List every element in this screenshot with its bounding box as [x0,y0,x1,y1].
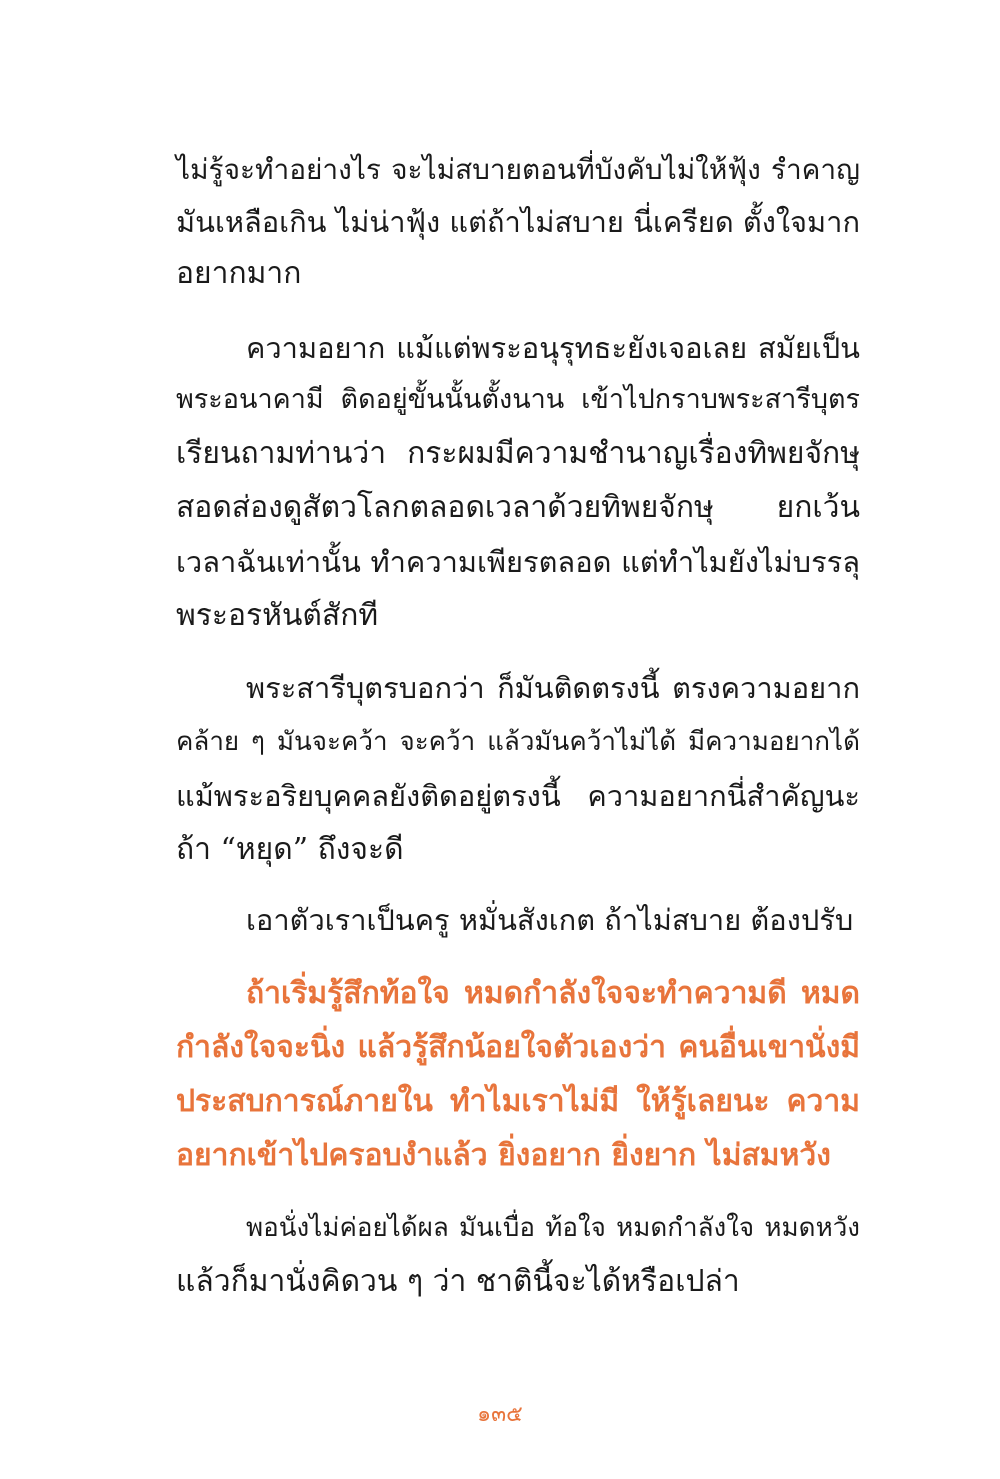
paragraph-6-line-2: แล้วก็มานั่งคิดวน ๆ ว่า ชาตินี้จะได้หรือเปล่า [176,1264,740,1299]
paragraph-2-line-4: สอดส่องดูสัตวโลกตลอดเวลาด้วยทิพยจักษุ ยกเว้น [176,490,860,525]
highlight-paragraph-line-1: ถ้าเริ่มรู้สึกท้อใจ หมดกำลังใจจะทำความดี หมด [246,976,860,1011]
highlight-paragraph-line-3: ประสบการณ์ภายใน ทำไมเราไม่มี ให้รู้เลยนะ ความ [176,1084,860,1119]
paragraph-1-line-1: ไม่รู้จะทำอย่างไร จะไม่สบายตอนที่บังคับไม่ให้ฟุ้ง รำคาญ [176,153,860,186]
paragraph-6-line-1: พอนั่งไม่ค่อยได้ผล มันเบื่อ ท้อใจ หมดกำลังใจ หมดหวัง [246,1213,860,1243]
paragraph-3-line-2: คล้าย ๆ มันจะคว้า จะคว้า แล้วมันคว้าไม่ได้ มีความอยากได้ [176,727,860,757]
paragraph-3-line-4: ถ้า “หยุด” ถึงจะดี [176,832,404,867]
paragraph-3-line-3: แม้พระอริยบุคคลยังติดอยู่ตรงนี้ ความอยากนี่สำคัญนะ [176,779,860,813]
paragraph-2-line-5: เวลาฉันเท่านั้น ทำความเพียรตลอด แต่ทำไมยังไม่บรรลุ [176,545,860,579]
highlight-paragraph-line-4: อยากเข้าไปครอบงำแล้ว ยิ่งอยาก ยิ่งยาก ไม่สมหวัง [176,1138,831,1173]
paragraph-2-line-3: เรียนถามท่านว่า กระผมมีความชำนาญเรื่องทิพยจักษุ [176,436,860,471]
paragraph-2-line-1: ความอยาก แม้แต่พระอนุรุทธะยังเจอเลย สมัยเป็น [246,331,860,365]
paragraph-2-line-6: พระอรหันต์สักที [176,598,379,633]
paragraph-3-line-1: พระสารีบุตรบอกว่า ก็มันติดตรงนี้ ตรงความอยาก [246,671,860,705]
paragraph-1-line-2: มันเหลือเกิน ไม่น่าฟุ้ง แต่ถ้าไม่สบาย นี่เครียด ตั้งใจมาก [176,205,860,239]
body-text [176,0,860,1479]
paragraph-4-line-1: เอาตัวเราเป็นครู หมั่นสังเกต ถ้าไม่สบาย ต้องปรับ [246,903,854,937]
paragraph-2-line-2: พระอนาคามี ติดอยู่ขั้นนั้นตั้งนาน เข้าไปกราบพระสารีบุตร [176,384,860,415]
paragraph-1-line-3: อยากมาก [176,256,302,291]
page-number: ๑๓๕ [477,1402,523,1427]
highlight-paragraph-line-2: กำลังใจจะนิ่ง แล้วรู้สึกน้อยใจตัวเองว่า คนอื่นเขานั่งมี [176,1030,860,1065]
